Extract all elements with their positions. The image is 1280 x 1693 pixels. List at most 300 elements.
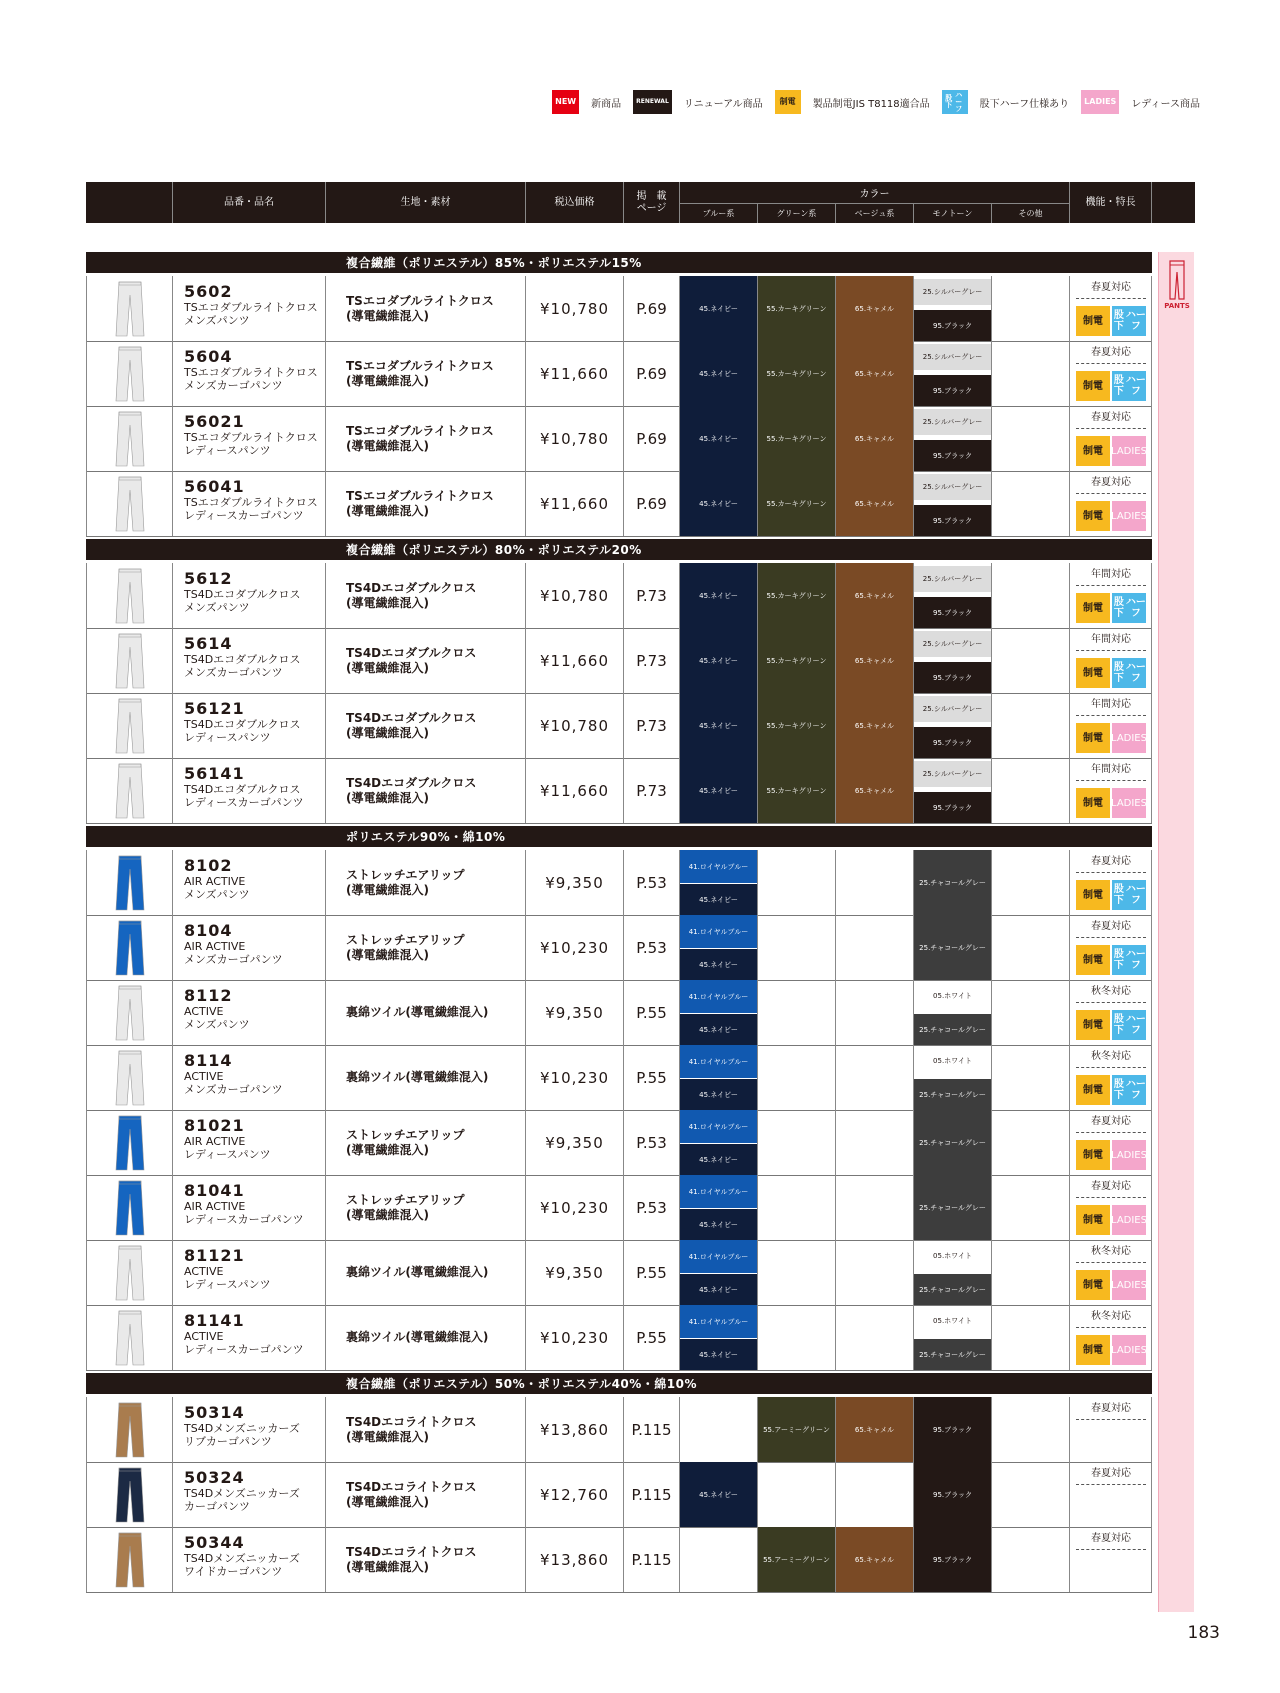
name-cell [173, 563, 326, 628]
color-cell [836, 276, 914, 341]
color-swatch: 65.キャメル [836, 406, 913, 471]
color-swatch: 25.シルバーグレー [914, 279, 991, 305]
table-row[interactable] [86, 980, 1152, 1046]
color-cell [992, 693, 1070, 758]
price-cell: ¥13,860 [526, 1397, 624, 1462]
price-cell: ¥11,660 [526, 758, 624, 823]
header-features: 機能・特長 [1070, 182, 1152, 223]
material-text: TS4Dエコダブルクロス [346, 580, 477, 595]
material-text: TS4Dエコダブルクロス [346, 645, 477, 660]
color-cell [914, 850, 992, 915]
seiden-badge: 制電 [1076, 658, 1110, 688]
color-swatch: 95.ブラック [914, 597, 991, 628]
product-name: レディースパンツ [184, 1148, 271, 1161]
feature-badges [1076, 723, 1146, 753]
legend-label: リニューアル商品 [683, 98, 763, 110]
divider [1076, 1132, 1146, 1133]
name-cell [173, 1462, 326, 1527]
price-cell: ¥12,760 [526, 1462, 624, 1527]
page-ref-cell: P.115 [624, 1397, 680, 1462]
features-cell [1070, 563, 1152, 628]
color-cell [992, 1045, 1070, 1110]
table-row[interactable] [86, 406, 1152, 472]
divider [1076, 298, 1146, 299]
legend-badge: RENEWAL [633, 90, 672, 114]
price-cell: ¥10,230 [526, 1305, 624, 1370]
color-swatch: 41.ロイヤルブルー [680, 1305, 757, 1338]
color-cell [680, 1462, 758, 1527]
table-row[interactable] [86, 1110, 1152, 1176]
material-cell [326, 1527, 526, 1592]
image-cell [86, 1175, 173, 1240]
color-swatch: 25.チャコールグレー [914, 1014, 991, 1045]
product-name: メンズカーゴパンツ [184, 379, 283, 392]
material-text: (導電繊維混入) [346, 882, 429, 897]
color-cell [758, 915, 836, 980]
feature-badges [1076, 1010, 1146, 1040]
seiden-badge: 制電 [1076, 1335, 1110, 1365]
product-name: レディースカーゴパンツ [184, 1343, 304, 1356]
material-text: TS4Dエコライトクロス [346, 1544, 477, 1559]
color-cell [992, 406, 1070, 471]
feature-badges [1076, 1075, 1146, 1105]
name-cell [173, 693, 326, 758]
color-swatch: 45.ネイビー [680, 693, 757, 758]
season-label: 年間対応 [1091, 764, 1131, 775]
color-swatch: 41.ロイヤルブルー [680, 850, 757, 883]
section-header: 複合繊維（ポリエステル）85%・ポリエステル15% [86, 252, 1152, 273]
product-name: メンズパンツ [184, 314, 250, 327]
material-text: (導電繊維混入) [346, 1494, 429, 1509]
image-cell [86, 406, 173, 471]
divider [1076, 780, 1146, 781]
material-text: (導電繊維混入) [346, 947, 429, 962]
product-code: 50344 [184, 1533, 245, 1552]
color-cell [914, 628, 992, 693]
color-cell [914, 1527, 992, 1592]
color-cell [992, 1305, 1070, 1370]
color-cell [758, 1175, 836, 1240]
header-material: 生地・素材 [326, 182, 526, 223]
product-series: AIR ACTIVE [184, 1135, 246, 1148]
divider [1076, 1419, 1146, 1420]
divider [1076, 428, 1146, 429]
product-image [115, 1050, 145, 1106]
color-cell [914, 758, 992, 823]
legend-badge: LADIES [1081, 90, 1119, 114]
material-text: 裏綿ツイル(導電繊維混入) [346, 1070, 489, 1084]
name-cell [173, 1240, 326, 1305]
product-series: AIR ACTIVE [184, 940, 246, 953]
features-cell [1070, 1175, 1152, 1240]
product-code: 8104 [184, 921, 233, 940]
divider [1076, 1197, 1146, 1198]
product-image [115, 855, 145, 911]
season-label: 春夏対応 [1091, 1403, 1131, 1414]
color-swatch: 45.ネイビー [680, 276, 757, 341]
page-ref-cell: P.53 [624, 915, 680, 980]
color-swatch: 45.ネイビー [680, 341, 757, 406]
season-label: 春夏対応 [1091, 1116, 1131, 1127]
image-cell [86, 1045, 173, 1110]
color-cell [758, 1240, 836, 1305]
product-code: 81121 [184, 1246, 245, 1265]
table-row[interactable] [86, 1462, 1152, 1528]
color-swatch: 45.ネイビー [680, 406, 757, 471]
color-swatch: 05.ホワイト [914, 1244, 991, 1268]
material-cell [326, 1462, 526, 1527]
table-row[interactable] [86, 471, 1152, 537]
product-image [115, 281, 145, 337]
color-cell [758, 1110, 836, 1175]
color-swatch: 25.チャコールグレー [914, 1274, 991, 1305]
page-ref-cell: P.53 [624, 1110, 680, 1175]
table-row[interactable] [86, 1527, 1152, 1593]
color-cell [758, 1397, 836, 1462]
color-cell [758, 628, 836, 693]
color-cell [992, 1175, 1070, 1240]
color-swatch: 55.カーキグリーン [758, 341, 835, 406]
material-text: TSエコダブルライトクロス [346, 293, 494, 308]
color-cell [992, 915, 1070, 980]
color-cell [680, 1240, 758, 1305]
image-cell [86, 980, 173, 1045]
product-series: TS4Dメンズニッカーズ [184, 1487, 300, 1500]
name-cell [173, 915, 326, 980]
page-ref-cell: P.73 [624, 628, 680, 693]
color-cell [914, 1175, 992, 1240]
page-ref-cell: P.55 [624, 1305, 680, 1370]
divider [1076, 493, 1146, 494]
color-cell [914, 915, 992, 980]
section-header: ポリエステル90%・綿10% [86, 826, 1152, 847]
price-cell: ¥10,780 [526, 693, 624, 758]
color-swatch: 25.チャコールグレー [914, 915, 991, 980]
product-name: レディースカーゴパンツ [184, 509, 304, 522]
season-label: 春夏対応 [1091, 1533, 1131, 1544]
legend-badge: 制電 [775, 90, 801, 114]
color-cell [914, 563, 992, 628]
color-cell [680, 341, 758, 406]
page-ref-cell: P.73 [624, 693, 680, 758]
page-number: 183 [1187, 1623, 1220, 1643]
color-cell [680, 471, 758, 536]
category-sidebar [1158, 252, 1194, 1612]
color-swatch: 55.カーキグリーン [758, 276, 835, 341]
product-code: 81141 [184, 1311, 245, 1330]
legend-item [1081, 90, 1200, 114]
material-text: 裏綿ツイル(導電繊維混入) [346, 1330, 489, 1344]
product-series: TS4Dエコダブルクロス [184, 653, 301, 666]
material-cell [326, 406, 526, 471]
color-swatch: 55.アーミーグリーン [758, 1397, 835, 1462]
feature-badges [1076, 501, 1146, 531]
material-text: ストレッチエアリップ [346, 1127, 465, 1142]
color-cell [914, 693, 992, 758]
material-cell [326, 1175, 526, 1240]
color-cell [836, 1397, 914, 1462]
table-row[interactable] [86, 915, 1152, 981]
color-swatch: 45.ネイビー [680, 1144, 757, 1175]
color-swatch: 25.シルバーグレー [914, 696, 991, 722]
price-cell: ¥10,780 [526, 563, 624, 628]
product-code: 56041 [184, 477, 245, 496]
product-code: 5604 [184, 347, 233, 366]
color-cell [914, 341, 992, 406]
table-row[interactable] [86, 341, 1152, 407]
product-series: TS4Dエコダブルクロス [184, 588, 301, 601]
seiden-badge: 制電 [1076, 1205, 1110, 1235]
seiden-badge: 制電 [1076, 788, 1110, 818]
feature-badges [1076, 1205, 1146, 1235]
material-text: (導電繊維混入) [346, 438, 429, 453]
color-cell [680, 693, 758, 758]
image-cell [86, 693, 173, 758]
color-cell [836, 1110, 914, 1175]
product-name: メンズパンツ [184, 1018, 250, 1031]
divider [1076, 1484, 1146, 1485]
divider [1076, 872, 1146, 873]
divider [1076, 1002, 1146, 1003]
color-swatch: 65.キャメル [836, 693, 913, 758]
table-row[interactable] [86, 850, 1152, 916]
color-swatch: 95.ブラック [914, 662, 991, 693]
product-code: 56141 [184, 764, 245, 783]
product-series: TSエコダブルライトクロス [184, 431, 318, 444]
color-swatch: 25.シルバーグレー [914, 474, 991, 500]
product-code: 5612 [184, 569, 233, 588]
image-cell [86, 563, 173, 628]
color-cell [758, 1305, 836, 1370]
color-cell [992, 1462, 1070, 1527]
features-cell [1070, 341, 1152, 406]
color-cell [836, 693, 914, 758]
color-cell [992, 758, 1070, 823]
color-swatch: 65.キャメル [836, 276, 913, 341]
color-cell [680, 1397, 758, 1462]
color-swatch: 55.アーミーグリーン [758, 1527, 835, 1592]
color-swatch: 65.キャメル [836, 471, 913, 536]
matashita-half-badge: 股下 ハーフ [1112, 1075, 1146, 1105]
season-label: 年間対応 [1091, 569, 1131, 580]
price-cell: ¥10,780 [526, 276, 624, 341]
season-label: 年間対応 [1091, 634, 1131, 645]
product-image [115, 346, 145, 402]
color-cell [836, 628, 914, 693]
product-name: レディースパンツ [184, 731, 271, 744]
ladies-badge: LADIES [1112, 501, 1146, 531]
product-name: メンズカーゴパンツ [184, 1083, 283, 1096]
material-cell [326, 563, 526, 628]
material-cell [326, 980, 526, 1045]
color-swatch: 55.カーキグリーン [758, 628, 835, 693]
material-cell [326, 471, 526, 536]
material-text: (導電繊維混入) [346, 595, 429, 610]
ladies-badge: LADIES [1112, 1335, 1146, 1365]
feature-badges [1076, 788, 1146, 818]
color-cell [914, 1305, 992, 1370]
material-cell [326, 628, 526, 693]
season-label: 年間対応 [1091, 699, 1131, 710]
material-text: TS4Dエコライトクロス [346, 1414, 477, 1429]
seiden-badge: 制電 [1076, 593, 1110, 623]
color-swatch: 45.ネイビー [680, 563, 757, 628]
color-swatch: 05.ホワイト [914, 1049, 991, 1073]
color-swatch: 45.ネイビー [680, 884, 757, 915]
color-cell [914, 1045, 992, 1110]
table-row[interactable] [86, 1240, 1152, 1306]
color-cell [836, 850, 914, 915]
legend [540, 90, 1200, 114]
price-cell: ¥13,860 [526, 1527, 624, 1592]
divider [1076, 937, 1146, 938]
material-text: TSエコダブルライトクロス [346, 423, 494, 438]
price-cell: ¥11,660 [526, 341, 624, 406]
features-cell [1070, 1240, 1152, 1305]
name-cell [173, 628, 326, 693]
color-swatch: 55.カーキグリーン [758, 563, 835, 628]
seiden-badge: 制電 [1076, 880, 1110, 910]
ladies-badge: LADIES [1112, 723, 1146, 753]
product-series: TSエコダブルライトクロス [184, 366, 318, 379]
table-row[interactable] [86, 1305, 1152, 1371]
color-cell [992, 563, 1070, 628]
product-image [115, 1467, 145, 1523]
material-text: (導電繊維混入) [346, 1559, 429, 1574]
legend-label: 新商品 [591, 98, 622, 110]
features-cell [1070, 1527, 1152, 1592]
color-swatch: 95.ブラック [914, 1527, 991, 1592]
features-cell [1070, 758, 1152, 823]
material-text: (導電繊維混入) [346, 725, 429, 740]
name-cell [173, 850, 326, 915]
price-cell: ¥10,230 [526, 1175, 624, 1240]
color-cell [680, 980, 758, 1045]
name-cell [173, 1175, 326, 1240]
product-series: TS4Dエコダブルクロス [184, 718, 301, 731]
product-code: 8102 [184, 856, 233, 875]
product-series: AIR ACTIVE [184, 875, 246, 888]
color-swatch: 41.ロイヤルブルー [680, 1110, 757, 1143]
color-swatch: 45.ネイビー [680, 1462, 757, 1527]
name-cell [173, 341, 326, 406]
material-text: (導電繊維混入) [346, 1142, 429, 1157]
divider [1076, 585, 1146, 586]
product-image [115, 568, 145, 624]
color-cell [992, 628, 1070, 693]
material-text: TS4Dエコダブルクロス [346, 775, 477, 790]
price-cell: ¥9,350 [526, 850, 624, 915]
color-cell [836, 980, 914, 1045]
divider [1076, 1067, 1146, 1068]
category-label: PANTS [1164, 302, 1190, 310]
image-cell [86, 1397, 173, 1462]
seiden-badge: 制電 [1076, 945, 1110, 975]
material-text: TS4Dエコライトクロス [346, 1479, 477, 1494]
features-cell [1070, 693, 1152, 758]
color-cell [758, 980, 836, 1045]
color-cell [680, 628, 758, 693]
season-label: 秋冬対応 [1091, 1311, 1131, 1322]
feature-badges [1076, 1270, 1146, 1300]
color-cell [758, 1527, 836, 1592]
pants-icon [1169, 260, 1185, 300]
image-cell [86, 1240, 173, 1305]
season-label: 秋冬対応 [1091, 986, 1131, 997]
color-cell [758, 563, 836, 628]
matashita-half-badge: 股下 ハーフ [1112, 880, 1146, 910]
table-row[interactable] [86, 1397, 1152, 1463]
price-cell: ¥9,350 [526, 980, 624, 1045]
season-label: 春夏対応 [1091, 1468, 1131, 1479]
table-row[interactable] [86, 628, 1152, 694]
ladies-badge: LADIES [1112, 1205, 1146, 1235]
price-cell: ¥10,780 [526, 406, 624, 471]
product-name: レディースパンツ [184, 1278, 271, 1291]
table-row[interactable] [86, 693, 1152, 759]
header-color-group: モノトーン [914, 203, 992, 223]
color-swatch: 55.カーキグリーン [758, 406, 835, 471]
color-swatch: 65.キャメル [836, 563, 913, 628]
product-name: カーゴパンツ [184, 1500, 250, 1513]
color-swatch: 45.ネイビー [680, 1209, 757, 1240]
feature-badges [1076, 1140, 1146, 1170]
color-swatch: 95.ブラック [914, 1462, 991, 1527]
table-row[interactable] [86, 1175, 1152, 1241]
product-image [115, 763, 145, 819]
season-label: 春夏対応 [1091, 1181, 1131, 1192]
product-image [115, 1245, 145, 1301]
table-row[interactable] [86, 276, 1152, 342]
color-swatch: 25.チャコールグレー [914, 1079, 991, 1110]
color-cell [758, 341, 836, 406]
divider [1076, 715, 1146, 716]
page-ref-cell: P.115 [624, 1527, 680, 1592]
color-cell [992, 1527, 1070, 1592]
page-ref-cell: P.53 [624, 850, 680, 915]
season-label: 秋冬対応 [1091, 1051, 1131, 1062]
name-cell [173, 980, 326, 1045]
product-name: ワイドカーゴパンツ [184, 1565, 283, 1578]
name-cell [173, 1527, 326, 1592]
name-cell [173, 1305, 326, 1370]
color-cell [680, 1527, 758, 1592]
color-swatch: 45.ネイビー [680, 949, 757, 980]
product-image [115, 1532, 145, 1588]
color-cell [680, 406, 758, 471]
image-cell [86, 1305, 173, 1370]
color-swatch: 45.ネイビー [680, 758, 757, 823]
color-cell [758, 850, 836, 915]
table-row[interactable] [86, 758, 1152, 824]
table-row[interactable] [86, 1045, 1152, 1111]
color-cell [992, 980, 1070, 1045]
color-cell [758, 758, 836, 823]
section-header: 複合繊維（ポリエステル）80%・ポリエステル20% [86, 539, 1152, 560]
header-color: カラー [680, 182, 1070, 203]
color-cell [680, 563, 758, 628]
color-cell [836, 758, 914, 823]
color-cell [836, 1240, 914, 1305]
product-code: 5602 [184, 282, 233, 301]
color-swatch: 41.ロイヤルブルー [680, 1175, 757, 1208]
color-swatch: 05.ホワイト [914, 1309, 991, 1333]
table-row[interactable] [86, 563, 1152, 629]
material-text: TSエコダブルライトクロス [346, 488, 494, 503]
color-swatch: 25.シルバーグレー [914, 344, 991, 370]
divider [1076, 650, 1146, 651]
color-swatch: 65.キャメル [836, 341, 913, 406]
